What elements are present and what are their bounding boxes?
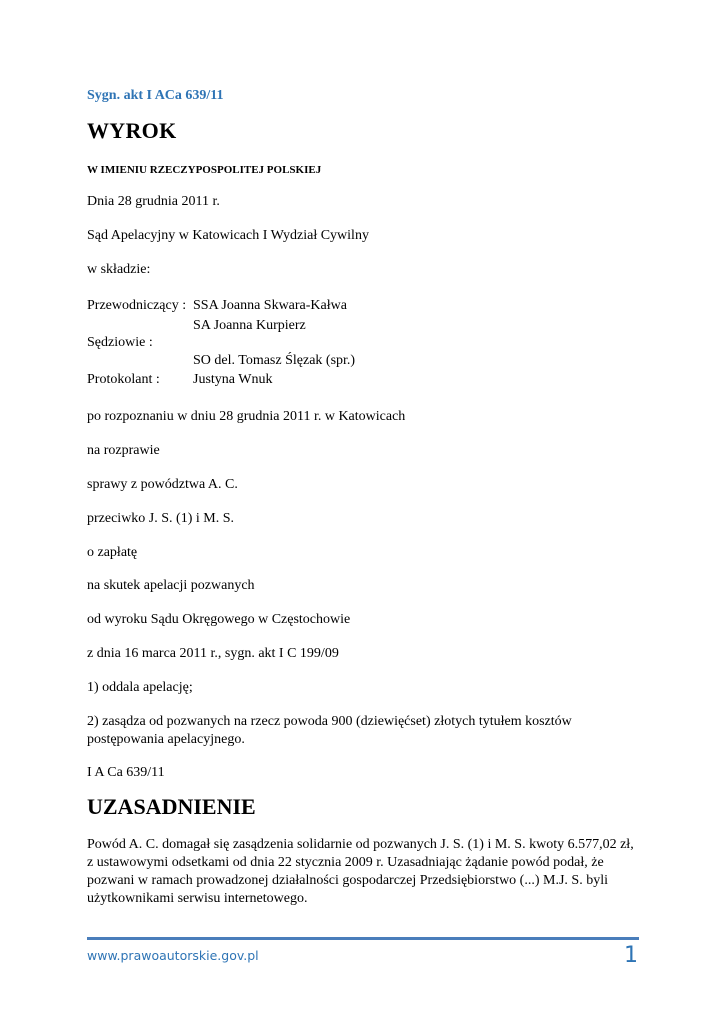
judge-name: SA Joanna Kurpierz [193, 318, 306, 333]
justification-text: Powód A. C. domagał się zasądzenia solidarnie od pozwanych J. S. (1) i M. S. kwoty 6.577,02 zł, z ustawowymi odsetkami od dnia 22 stycznia 2009 r. Uzasadniając żądanie powód podał, że pozwani w ramach prowadzonej działalności gospodarczej Przedsiębiorstwo (...) M.J. S. byli użytkownikami serwisu internetowego. [87, 837, 634, 906]
footer-website-link[interactable]: www.prawoautorskie.gov.pl [87, 948, 259, 963]
composition-intro: w składzie: [87, 262, 151, 277]
ruling-point-2: 2) zasądza od pozwanych na rzecz powoda 900 (dziewięćset) złotych tytułem kosztów postępowania apelacyjnego. [87, 714, 572, 747]
footer-divider [87, 937, 639, 940]
text-line: z dnia 16 marca 2011 r., sygn. akt I C 199/09 [87, 646, 339, 661]
text-line: przeciwko J. S. (1) i M. S. [87, 511, 234, 526]
court-name: Sąd Apelacyjny w Katowicach I Wydział Cywilny [87, 228, 369, 243]
text-line: sprawy z powództwa A. C. [87, 477, 238, 492]
text-line: na rozprawie [87, 443, 160, 458]
justification-title: UZASADNIENIE [87, 794, 256, 819]
judge-name: SO del. Tomasz Ślęzak (spr.) [193, 353, 356, 368]
case-reference: I A Ca 639/11 [87, 765, 165, 780]
case-signature: Sygn. akt I ACa 639/11 [87, 88, 224, 103]
page-number: 1 [624, 943, 638, 968]
clerk-label: Protokolant : [87, 372, 160, 387]
judgment-subtitle: W IMIENIU RZECZYPOSPOLITEJ POLSKIEJ [87, 164, 322, 176]
text-line: na skutek apelacji pozwanych [87, 578, 255, 593]
judges-label: Sędziowie : [87, 335, 153, 350]
judgment-date: Dnia 28 grudnia 2011 r. [87, 194, 220, 209]
text-line: o zapłatę [87, 545, 138, 560]
ruling-point-1: 1) oddala apelację; [87, 680, 193, 695]
chair-label: Przewodniczący : [87, 298, 187, 313]
clerk-name: Justyna Wnuk [193, 372, 273, 387]
judgment-title: WYROK [87, 118, 177, 143]
text-line: od wyroku Sądu Okręgowego w Częstochowie [87, 612, 351, 627]
chair-name: SSA Joanna Skwara-Kałwa [193, 298, 347, 313]
text-line: po rozpoznaniu w dniu 28 grudnia 2011 r. w Katowicach [87, 409, 406, 424]
